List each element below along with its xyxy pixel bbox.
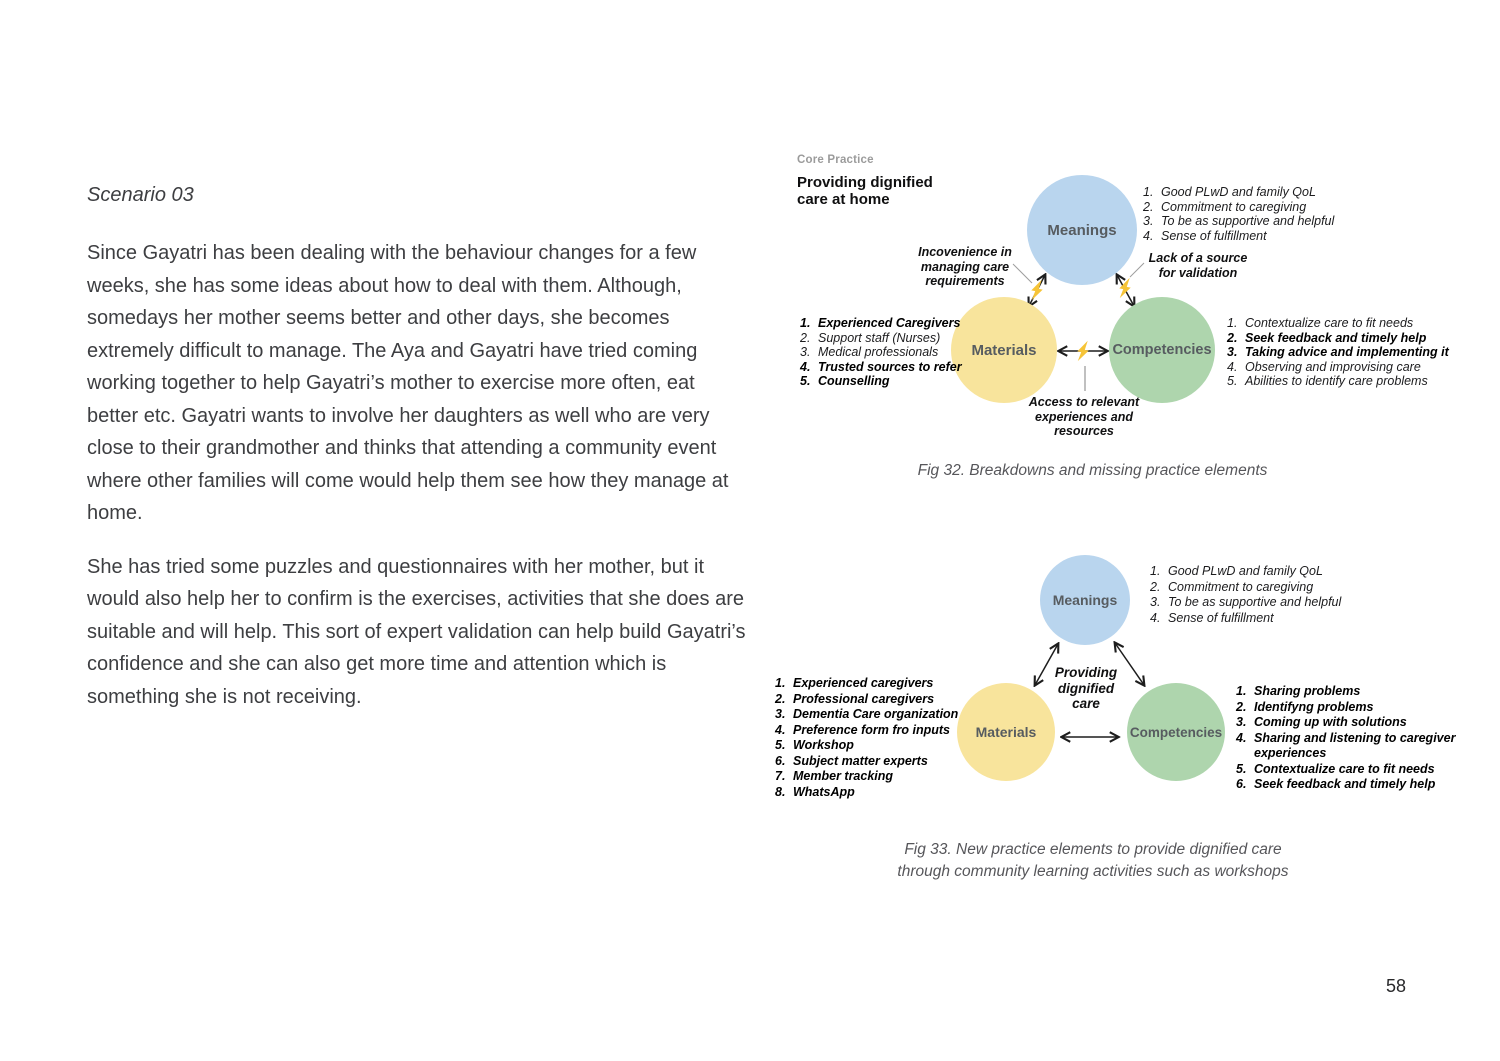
figure-32-breakdowns-diagram: [780, 150, 1470, 495]
list-item: 2. Identifyng problems: [1236, 699, 1374, 714]
list-item: 1. Experienced Caregivers: [800, 316, 961, 330]
competencies-circle: Competencies: [1109, 297, 1215, 403]
list-item: 1. Good PLwD and family QoL: [1150, 564, 1323, 578]
list-item: 2. Professional caregivers: [775, 691, 935, 706]
list-item: 2. Seek feedback and timely help: [1227, 330, 1427, 345]
list-item: 4. Trusted sources to refer: [800, 359, 962, 374]
list-item: 3. Taking advice and implementing it: [1227, 345, 1449, 359]
list-item: 2. Commitment to caregiving: [1143, 199, 1307, 214]
materials-circle: Materials: [957, 683, 1055, 781]
competencies-circle: Competencies: [1127, 683, 1225, 781]
scenario-heading: Scenario 03: [87, 184, 194, 206]
list-item: 3. Dementia Care organization: [775, 707, 959, 721]
list-item: 1. Good PLwD and family QoL: [1143, 185, 1316, 199]
figure-33-new-practice-diagram: [770, 550, 1470, 895]
figure-32-title-line1: Providing dignified: [797, 174, 933, 191]
scenario-paragraph-2: She has tried some puzzles and questionnaires with her mother, but it would also help her to confirm is the exercises, activities that she does are suitable and will help. This sort of expert validation can help build Gayatri’s confidence and she can also get more time and attention which is something she is not receiving.: [87, 555, 746, 708]
list-item: 5. Workshop: [775, 738, 854, 752]
list-item: 5. Counselling: [800, 374, 890, 388]
competencies-list: [1227, 316, 1469, 389]
list-item: 3. Coming up with solutions: [1236, 715, 1407, 729]
page-number: 58: [1386, 976, 1407, 996]
list-item: 3. To be as supportive and helpful: [1143, 214, 1335, 228]
list-item: 4. Sharing and listening to caregiver experiences: [1236, 730, 1456, 760]
materials-circle: Materials: [951, 297, 1057, 403]
figure-33-caption-line2: through community learning activities such as workshops: [897, 863, 1289, 880]
list-item: 6. Seek feedback and timely help: [1236, 777, 1436, 791]
materials-list: [775, 676, 1005, 800]
list-item: 4. Sense of fulfillment: [1150, 610, 1274, 625]
list-item: 6. Subject matter experts: [775, 753, 928, 768]
list-item: 8. WhatsApp: [775, 784, 855, 799]
list-item: 5. Abilities to identify care problems: [1227, 374, 1428, 388]
list-item: 2. Support staff (Nurses): [800, 330, 941, 345]
materials-list: [800, 316, 1035, 389]
list-item: 1. Sharing problems: [1236, 684, 1361, 698]
figure-33-caption-line1: Fig 33. New practice elements to provide dignified care: [904, 841, 1282, 858]
list-item: 3. Medical professionals: [800, 345, 939, 359]
list-item: 4. Sense of fulfillment: [1143, 228, 1267, 243]
meanings-circle: Meanings: [1027, 175, 1137, 285]
list-item: 4. Observing and improvising care: [1227, 359, 1421, 374]
breakdown-note-left: Incovenience in managing care requirements: [918, 245, 1012, 288]
scenario-text-column: [87, 184, 749, 734]
meanings-list: [1143, 185, 1443, 243]
figure-32-caption: Fig 32. Breakdowns and missing practice elements: [917, 462, 1268, 479]
list-item: 3. To be as supportive and helpful: [1150, 595, 1342, 609]
list-item: 1. Contextualize care to fit needs: [1227, 316, 1414, 330]
meanings-list: [1150, 564, 1440, 626]
list-item: 4. Preference form fro inputs: [775, 722, 950, 737]
list-item: 7. Member tracking: [775, 769, 894, 783]
core-practice-label: Core Practice: [797, 154, 874, 166]
list-item: 5. Contextualize care to fit needs: [1236, 761, 1435, 776]
meanings-circle: Meanings: [1040, 555, 1130, 645]
figure-33-caption: [770, 839, 1416, 883]
figure-32-title-line2: care at home: [797, 191, 890, 208]
access-note: Access to relevant experiences and resources: [1028, 395, 1140, 438]
breakdown-note-right: Lack of a source for validation: [1148, 251, 1248, 280]
providing-dignified-care-label: Providing dignified care: [1054, 665, 1118, 711]
scenario-paragraph-1: Since Gayatri has been dealing with the behaviour changes for a few weeks, she has some ideas about how to deal with them. Although, somedays her mother seems better and other days, she becomes extremely difficult to manage. The Aya and Gayatri have tried coming working together to help Gayatri’s mother to exercise more often, eat better etc. Gayatri wants to involve her daughters as well who are very close to their grandmother and thinks that attending a community event where other families will come would help them see how they manage at home.: [87, 242, 729, 524]
list-item: 2. Commitment to caregiving: [1150, 579, 1314, 594]
competencies-list: [1236, 684, 1456, 793]
list-item: 1. Experienced caregivers: [775, 676, 934, 690]
